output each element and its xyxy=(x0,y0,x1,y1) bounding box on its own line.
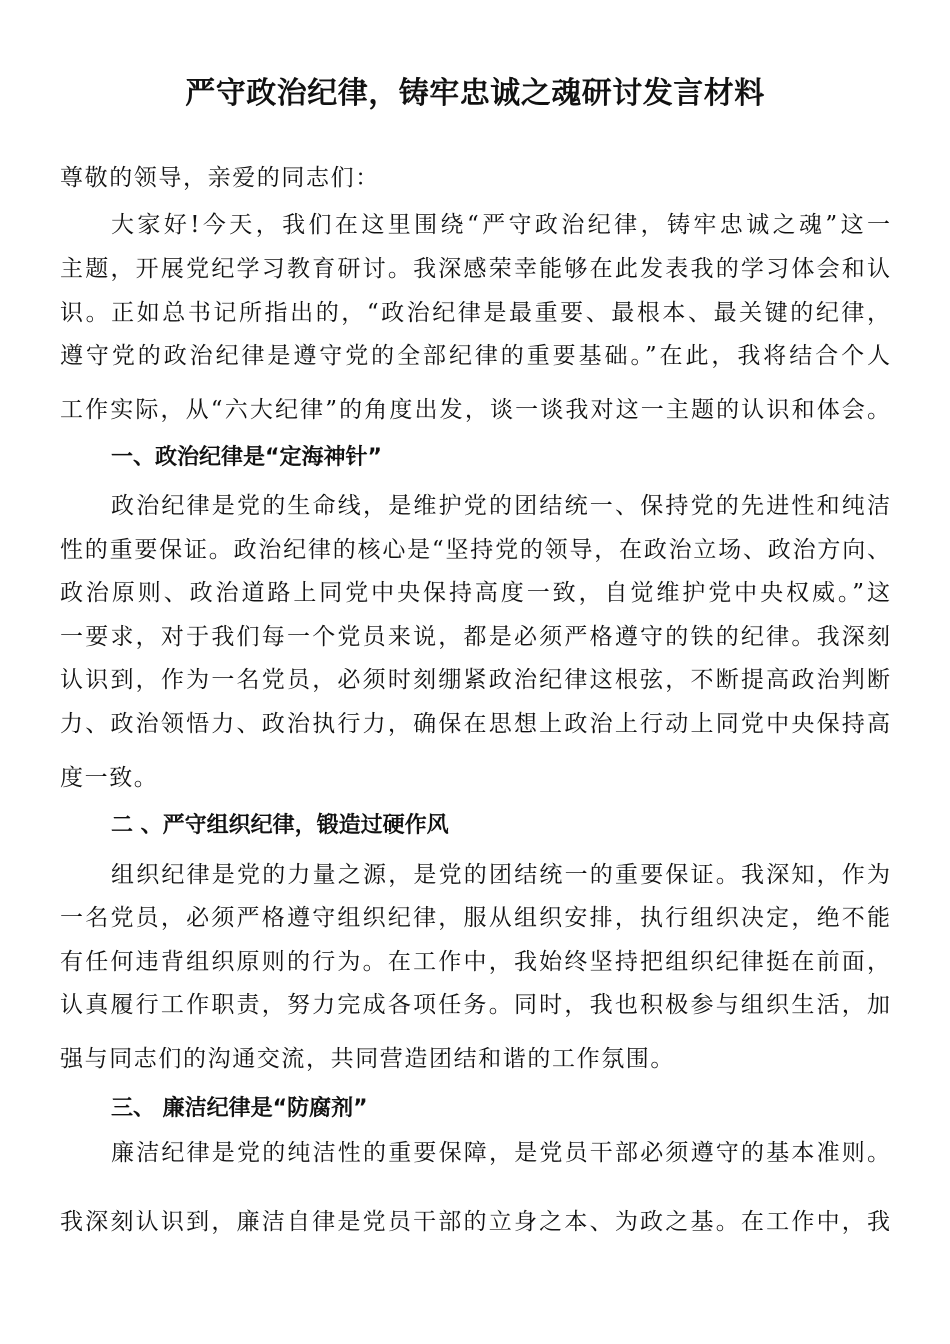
intro-line: 遵守党的政治纪律是遵守党的全部纪律的重要基础。”在此，我将结合个人 xyxy=(60,343,890,369)
section-heading-1: 一、政治纪律是“定海神针” xyxy=(111,445,382,470)
section1-line: 力、政治领悟力、政治执行力，确保在思想上政治上行动上同党中央保持高 xyxy=(60,711,890,737)
section2-line: 组织纪律是党的力量之源，是党的团结统一的重要保证。我深知，作为 xyxy=(111,862,890,888)
intro-line: 大家好!今天，我们在这里围绕“严守政治纪律，铸牢忠诚之魂”这一 xyxy=(111,212,890,238)
section3-line: 我深刻认识到，廉洁自律是党员干部的立身之本、为政之基。在工作中，我 xyxy=(60,1209,890,1235)
section2-line: 有任何违背组织原则的行为。在工作中，我始终坚持把组织纪律挺在前面， xyxy=(60,949,890,975)
intro-line: 工作实际，从“六大纪律”的角度出发，谈一谈我对这一主题的认识和体会。 xyxy=(60,397,890,423)
section2-line: 认真履行工作职责，努力完成各项任务。同时，我也积极参与组织生活，加 xyxy=(60,992,890,1018)
section1-line: 政治纪律是党的生命线，是维护党的团结统一、保持党的先进性和纯洁 xyxy=(111,493,890,519)
intro-line: 主题，开展党纪学习教育研讨。我深感荣幸能够在此发表我的学习体会和认 xyxy=(60,256,890,282)
section1-line: 认识到，作为一名党员，必须时刻绷紧政治纪律这根弦，不断提高政治判断 xyxy=(60,667,890,693)
intro-line: 识。正如总书记所指出的，“政治纪律是最重要、最根本、最关键的纪律， xyxy=(60,300,890,326)
section2-line: 一名党员，必须严格遵守组织纪律，服从组织安排，执行组织决定，绝不能 xyxy=(60,905,890,931)
section1-line: 度一致。 xyxy=(60,765,159,791)
section1-line: 一要求，对于我们每一个党员来说，都是必须严格遵守的铁的纪律。我深刻 xyxy=(60,624,890,650)
section-heading-2: 二 、严守组织纪律，锻造过硬作风 xyxy=(111,813,449,838)
section2-line: 强与同志们的沟通交流，共同营造团结和谐的工作氛围。 xyxy=(60,1046,675,1072)
section1-line: 政治原则、政治道路上同党中央保持高度一致，自觉维护党中央权威。”这 xyxy=(60,580,890,606)
section3-line: 廉洁纪律是党的纯洁性的重要保障，是党员干部必须遵守的基本准则。 xyxy=(111,1140,890,1166)
section-heading-3: 三、 廉洁纪律是“防腐剂” xyxy=(111,1096,368,1121)
section1-line: 性的重要保证。政治纪律的核心是“坚持党的领导，在政治立场、政治方向、 xyxy=(60,537,890,563)
document-title: 严守政治纪律，铸牢忠诚之魂研讨发言材料 xyxy=(185,76,765,111)
salutation: 尊敬的领导，亲爱的同志们： xyxy=(60,165,380,191)
